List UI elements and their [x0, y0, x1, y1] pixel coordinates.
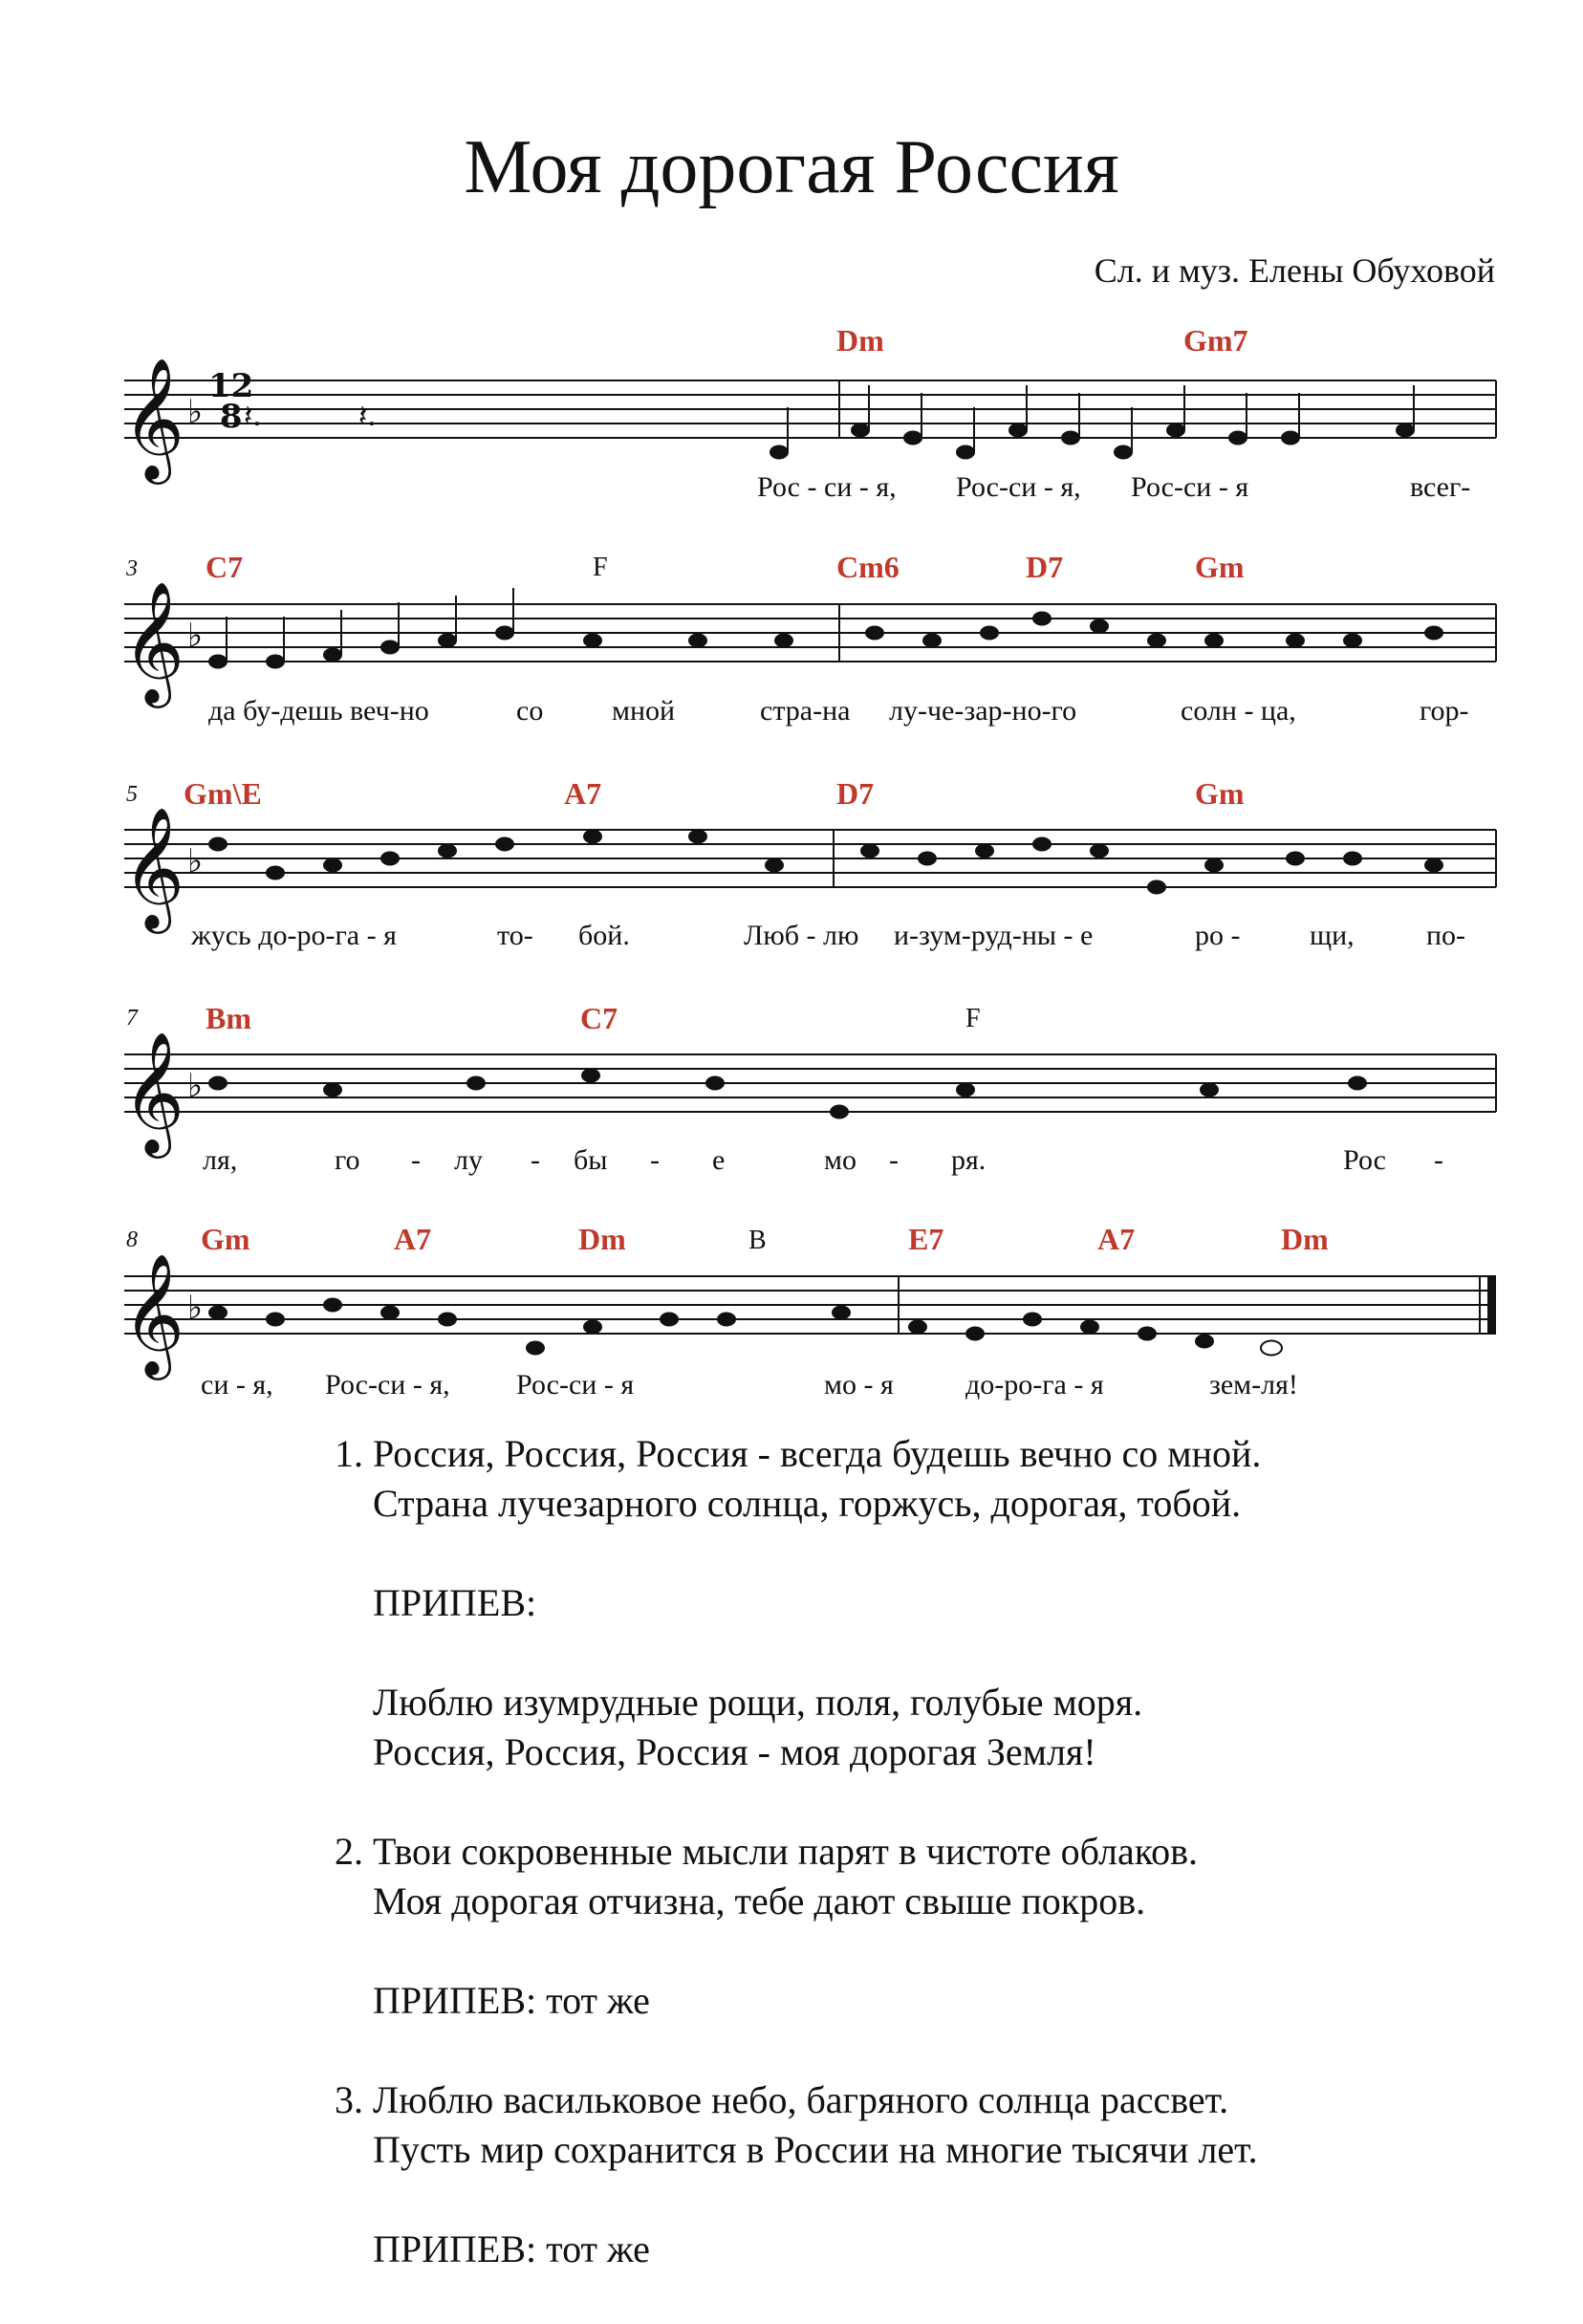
lyric-syllable: лу: [454, 1144, 483, 1176]
lyric-syllable: бой.: [578, 920, 630, 951]
verses-section: [315, 1429, 1463, 2324]
lyric-syllable: да бу-дешь веч-но: [208, 695, 429, 727]
verse: [315, 2075, 1463, 2175]
verse-line: Страна лучезарного солнца, горжусь, дорогая, тобой.: [373, 1482, 1242, 1525]
page-title: Моя дорогая Россия: [464, 125, 1119, 209]
chord-symbol: E7: [908, 1222, 944, 1256]
lyric-syllable: -: [531, 1144, 540, 1176]
treble-clef-icon: 𝄞: [122, 1252, 185, 1375]
notes-system-4: [209, 1070, 1366, 1119]
chord-symbol: Bm: [206, 1001, 251, 1035]
chord-symbol: Gm\E: [184, 776, 262, 811]
lyric-syllable: то-: [497, 920, 533, 951]
verse-line: Россия, Россия, Россия - всегда будешь вечно со мной.: [373, 1432, 1262, 1475]
lyric-syllable: солн - ца,: [1181, 695, 1296, 727]
lyric-syllable: -: [889, 1144, 899, 1176]
verse-number: 3.: [335, 2078, 363, 2121]
lyric-syllable: Рос-си - я,: [956, 471, 1081, 503]
treble-clef-icon: 𝄞: [122, 357, 185, 479]
chord-symbol: Dm: [836, 323, 884, 358]
verse-number: 1.: [335, 1432, 363, 1475]
verse: [315, 1827, 1463, 1926]
treble-clef-icon: 𝄞: [122, 580, 185, 703]
chord-symbol: Gm7: [1183, 323, 1248, 358]
flat-key-icon: ♭: [187, 1067, 204, 1105]
lyric-syllable: Рос-си - я: [1131, 471, 1249, 503]
author-credit: Сл. и муз. Елены Обуховой: [1094, 251, 1495, 290]
lyric-syllable: стра-на: [760, 695, 851, 727]
lyric-syllable: бы: [574, 1144, 608, 1176]
refrain-label: ПРИПЕВ: тот же: [373, 1979, 650, 2022]
chord-symbol: F: [593, 553, 608, 582]
flat-key-icon: ♭: [187, 617, 204, 655]
treble-clef-icon: 𝄞: [122, 1031, 185, 1153]
lyric-syllable: Рос-си - я: [516, 1369, 635, 1401]
lyric-syllable: -: [411, 1144, 421, 1176]
chord-symbol: Dm: [578, 1222, 626, 1256]
verse-number: 2.: [335, 1830, 363, 1873]
chord-symbol: C7: [580, 1001, 618, 1035]
chord-symbol: B: [748, 1226, 767, 1255]
lyric-syllable: со: [516, 695, 544, 727]
measure-number: 8: [126, 1227, 138, 1252]
lyric-syllable: Рос-си - я,: [325, 1369, 450, 1401]
lyric-syllable: си - я,: [201, 1369, 273, 1401]
lyric-syllable: Рос - си - я,: [757, 471, 897, 503]
time-signature: [208, 367, 254, 436]
chord-symbol: D7: [836, 776, 875, 811]
verse-line: Люблю васильковое небо, багряного солнца рассвет.: [373, 2078, 1229, 2121]
lyric-syllable: -: [650, 1144, 660, 1176]
chord-symbol: F: [965, 1004, 981, 1033]
treble-clef-icon: 𝄞: [122, 806, 185, 928]
lyric-syllable: мо: [824, 1144, 857, 1176]
chord-symbol: Gm: [1195, 776, 1245, 811]
lyric-syllable: щи,: [1310, 920, 1355, 951]
refrain-label: ПРИПЕВ:: [373, 1581, 537, 1624]
time-signature-top: 12: [208, 367, 254, 405]
chord-symbol: C7: [206, 550, 244, 584]
lyric-syllable: по-: [1426, 920, 1466, 951]
lyric-syllable: всег-: [1410, 471, 1471, 503]
lyric-syllable: Рос: [1343, 1144, 1386, 1176]
notes-system-5: [209, 1299, 1282, 1356]
svg-text:𝄽.: 𝄽.: [244, 400, 262, 433]
chord-symbol: Cm6: [836, 550, 900, 584]
lyric-syllable: гор-: [1420, 695, 1469, 727]
final-barline: [1487, 1276, 1496, 1334]
lyric-syllable: до-ро-га - я: [965, 1369, 1104, 1401]
chord-symbol: Gm: [1195, 550, 1245, 584]
verse: [315, 1429, 1463, 1529]
chord-symbol: Gm: [201, 1222, 250, 1256]
lyric-syllable: жусь до-ро-га - я: [191, 920, 397, 951]
chord-symbol: A7: [394, 1222, 432, 1256]
lyric-syllable: е: [712, 1144, 726, 1176]
lyric-syllable: мо - я: [824, 1369, 894, 1401]
refrain-label: ПРИПЕВ: тот же: [373, 2227, 650, 2270]
lyric-syllable: го: [335, 1144, 360, 1176]
measure-number: 3: [126, 556, 138, 581]
chord-symbol: D7: [1026, 550, 1064, 584]
chord-symbol: A7: [564, 776, 602, 811]
lyric-syllable: мной: [612, 695, 676, 727]
lyric-syllable: ря.: [951, 1144, 987, 1176]
notes-system-1: [770, 385, 1414, 459]
verse-line: Моя дорогая отчизна, тебе дают свыше покров.: [373, 1879, 1146, 1922]
lyric-syllable: ро -: [1195, 920, 1241, 951]
refrain-text: [315, 1678, 1463, 1777]
verse-line: Пусть мир сохранится в России на многие тысячи лет.: [373, 2128, 1258, 2171]
verse-line: Твои сокровенные мысли парят в чистоте облаков.: [373, 1830, 1199, 1873]
notes-system-2: [209, 588, 1442, 668]
staff-system-1: [124, 380, 1496, 438]
flat-key-icon: ♭: [187, 393, 204, 431]
lyric-syllable: зем-ля!: [1209, 1369, 1298, 1401]
lyric-syllable: ля,: [203, 1144, 238, 1176]
time-signature-bottom: 8: [219, 398, 243, 436]
measure-number: 5: [126, 782, 138, 807]
svg-text:𝄽.: 𝄽.: [358, 400, 377, 433]
flat-key-icon: ♭: [187, 1289, 204, 1327]
verse-line: Люблю изумрудные рощи, поля, голубые моря.: [373, 1681, 1143, 1724]
lyric-syllable: лу-че-зар-но-го: [889, 695, 1077, 727]
notes-system-3: [209, 831, 1442, 894]
lyric-syllable: -: [1434, 1144, 1443, 1176]
lyric-syllable: Люб - лю: [744, 920, 859, 951]
measure-number: 7: [126, 1006, 138, 1031]
chord-symbol: A7: [1097, 1222, 1136, 1256]
lyric-syllable: и-зум-руд-ны - е: [894, 920, 1094, 951]
chord-symbol: Dm: [1281, 1222, 1329, 1256]
verse-line: Россия, Россия, Россия - моя дорогая Земля!: [373, 1730, 1096, 1773]
flat-key-icon: ♭: [187, 842, 204, 880]
